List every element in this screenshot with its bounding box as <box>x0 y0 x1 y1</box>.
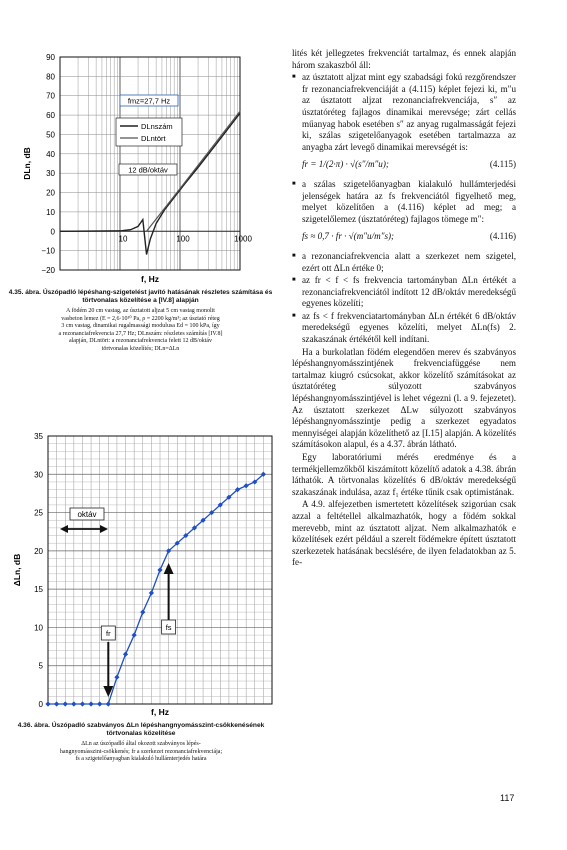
x-axis-label: f, Hz <box>141 274 159 284</box>
equation-number: (4.116) <box>489 231 516 242</box>
y-tick-label: 40 <box>46 149 55 159</box>
annotation-slope: 12 dB/oktáv <box>128 165 168 175</box>
y-tick-label: 60 <box>46 111 55 121</box>
y-axis-label: DLn, dB <box>22 147 32 180</box>
chart-4-35 <box>22 53 252 284</box>
paragraph: Ha a burkolatlan födém elegendően merev és szabványos lépéshangnyomásszintjének frekvenciafüggése nem tartalmaz kiugró csúcsokat, akkor közelítő számításokat az úsztatóréteg súlyozott szabványos lépéshangnyomásszintjével is lehet végezni (l. a 9. fejezetet). Az úsztatott szerkezet ΔLw súlyozott szabványos lépéshangnyomásszintje pedig a szerkezet egyadatos mennyiségei alapján közelíthető az [I.15] alapján. A közelítés számításokon alapul, és a 4.37. ábrán látható. <box>292 346 516 450</box>
equation-4-115 <box>292 159 516 171</box>
caption-line: ΔLn az úszópadló által okozott szabványos lépés- <box>81 741 201 747</box>
equation: fr = 1/(2·π) · √(s″/m″u); <box>302 159 389 170</box>
data-point <box>140 610 145 615</box>
caption-title: 4.36. ábra. Úszópadló szabványos ΔLn lépéshangnyomásszint-csökkenésének törtvonalas közelítése <box>17 722 265 737</box>
y-tick-label: 25 <box>34 508 43 518</box>
data-point <box>97 701 102 706</box>
y-tick-label: 0 <box>50 227 55 237</box>
data-point <box>106 701 111 706</box>
fs-arrow-head <box>164 563 174 574</box>
text-column <box>292 48 516 570</box>
y-tick-label: 70 <box>46 91 55 101</box>
annotation-octave: oktáv <box>77 510 97 519</box>
caption-line: fs a szigetelőanyagban kialakuló hullámterjedés határa <box>75 756 207 763</box>
annotation-fmz: fmz=27,7 Hz <box>127 96 171 106</box>
data-point <box>114 675 119 680</box>
equation-number: (4.115) <box>489 159 516 170</box>
x-tick-label: 1000 <box>234 234 252 244</box>
x-axis-label: f, Hz <box>151 707 169 717</box>
y-tick-label: 90 <box>46 53 55 62</box>
y-tick-label: 30 <box>34 470 43 480</box>
y-tick-label: 35 <box>34 432 43 441</box>
chart-4-36 <box>12 432 272 717</box>
y-tick-label: 30 <box>46 169 55 179</box>
y-tick-label: 10 <box>46 207 55 217</box>
data-point <box>71 701 76 706</box>
data-point <box>63 701 68 706</box>
equation: fs ≈ 0,7 · fr · √(m″u/m″s); <box>302 231 395 242</box>
caption-line: alapján, DLntört: a rezonanciafrekvencia felett 12 dB/oktáv <box>68 338 213 345</box>
y-tick-label: 5 <box>38 661 43 671</box>
caption-line: hangnyomásszint-csökkenés; fr a szerkezet rezonanciafrekvenciája; <box>59 748 223 755</box>
caption-line: vasbeton lemez (E = 2,6·10¹⁰ Pa, ρ = 2200 kg/m³; az úsztató réteg <box>61 315 220 322</box>
annotation-fs: fs <box>165 623 172 632</box>
y-tick-label: 50 <box>46 130 55 140</box>
y-tick-label: 20 <box>34 546 43 556</box>
bullet-item: ■ az fr < f < fs frekvencia tartományban ΔLn értékét a rezonanciafrekvenciától indított 12 dB/oktáv meredekségű egyenes közelíti; <box>292 275 516 310</box>
y-tick-label: 15 <box>34 585 43 595</box>
bullet-item: ■ a szálas szigetelőanyagban kialakuló hullámterjedési jelenségek határa az fs frekvenciától figyelhető meg, melyet közelítően a (4.116) képlet ad meg; a szigetelőlemez (úsztatóréteg) fajlagos tömege m″: <box>292 179 516 225</box>
legend-label-dlnszam: DLnszám <box>141 122 173 131</box>
x-tick-label: 10 <box>118 234 128 244</box>
y-tick-label: −20 <box>41 266 55 275</box>
paragraph: A 4.9. alfejezetben ismertetett közelítések szigorúan csak azzal a feltétellel alkalmazhatók, hogy a födém sokkal merevebb, mint az úsztatott aljzat. Nem alkalmazhatók e közelítések ezért például a szerelt födémekre épített úsztatott szerkezetek hatásának becslésére, de ilyen feladatokban az 5. fe- <box>292 499 516 568</box>
y-tick-label: −10 <box>41 246 55 256</box>
y-tick-label: 10 <box>34 623 43 633</box>
annotation-fr: fr <box>106 629 111 638</box>
page-number: 117 <box>500 793 515 803</box>
data-point <box>244 483 249 488</box>
octave-arrow-head-left <box>60 525 68 533</box>
data-point <box>88 701 93 706</box>
caption-line: törtvonalas közelítés; DLn=ΔLn <box>101 345 180 352</box>
bullet-item: ■ az úsztatott aljzat mint egy szabadsági fokú rezgőrendszer fr rezonanciafrekvenciáját a (4.115) képlet fejezi ki, m″u az úsztatott aljzat rezonanciafrekvenciája, s″ az úsztatóréteg fajlagos dinamikai merevsége; zárt cellás műanyag habok esetében s″ az anyag rugalmasságát fejezi ki, szálas szigetelőanyagok esetében tartalmazza az anyagba zárt levegő dinamikai merevségét is: <box>292 72 516 153</box>
paragraph: lités két jellegzetes frekvenciát tartalmaz, és ennek alapján három szakaszból áll: <box>292 48 516 70</box>
octave-arrow-head-right <box>100 525 108 533</box>
bullet-item: ■ a rezonanciafrekvencia alatt a szerkezet nem szigetel, ezért ott ΔLn értéke 0; <box>292 251 516 274</box>
y-tick-label: 0 <box>38 700 43 709</box>
bullet-item: ■ az fs < f frekvenciatartományban ΔLn értékét 6 dB/oktáv meredekségű egyenes közelíti, melyet ΔLn(fs) 2. szakaszának értékétől kell indítani. <box>292 311 516 346</box>
data-point <box>157 567 162 572</box>
caption-line: A födém 20 cm vastag, az úsztatott aljzat 5 cm vastag monolit <box>66 308 215 314</box>
caption-line: a rezonanciafrekvencia 27,7 Hz; DLnszám: részletes számítás [IV.8] <box>58 330 223 337</box>
data-point <box>123 652 128 657</box>
data-point <box>80 701 85 706</box>
equation-4-116 <box>292 231 516 243</box>
caption-line: 3 cm vastag, dinamikai rugalmassági modulusa Ed = 100 kPa, így <box>61 323 220 330</box>
y-axis-label: ΔLn, dB <box>12 553 22 587</box>
data-point <box>45 701 50 706</box>
paragraph: Egy laboratóriumi mérés eredménye és a termékjellemzőkből kiszámított közelítő adatok a 4.38. ábrán láthatók. A törtvonalas közelítés 6 dB/oktáv meredekségű szakaszának indulása, azaz f₁ értéke tűnik csak optimistának. <box>292 452 516 497</box>
figure-4-36-caption <box>5 722 277 764</box>
figure-4-35-caption <box>8 289 273 354</box>
caption-title: 4.35. ábra. Úszópadló lépéshang-szigetelést javító hatásának részletes számítása és törtvonalas közelítése a [IV.8] alapján <box>8 289 273 304</box>
y-tick-label: 20 <box>46 188 55 198</box>
x-tick-label: 100 <box>176 234 190 244</box>
legend-label-dlntort: DLntört <box>141 134 166 143</box>
y-tick-label: 80 <box>46 72 55 82</box>
data-point <box>149 590 154 595</box>
data-point <box>54 701 59 706</box>
data-point <box>132 632 137 637</box>
